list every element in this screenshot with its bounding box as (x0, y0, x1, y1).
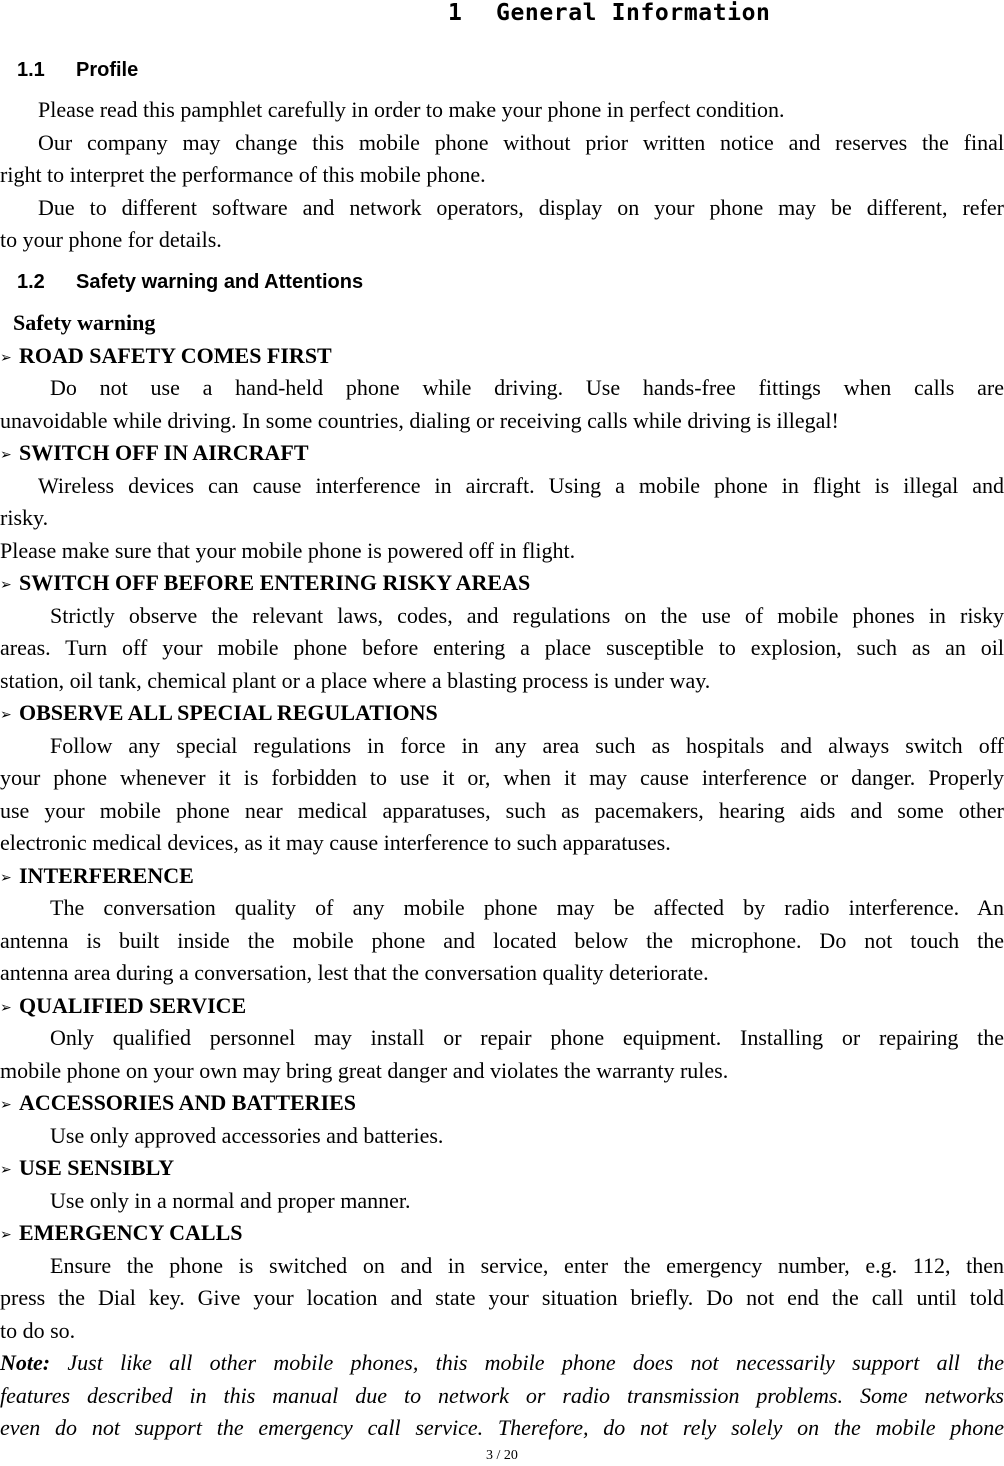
chapter-number: 1 (448, 0, 463, 26)
arrow-bullet-icon: ➢ (0, 578, 12, 593)
note-line: even do not support the emergency call service. Therefore, do not rely solely on the mobile phone (0, 1415, 1004, 1440)
bullet-heading (0, 990, 1004, 1023)
paragraph-line: unavoidable while driving. In some countries, dialing or receiving calls while driving is illegal! (0, 407, 839, 433)
bullet-heading-text: OBSERVE ALL SPECIAL REGULATIONS (19, 700, 438, 725)
paragraph-line: press the Dial key. Give your location and state your situation briefly. Do not end the call until told (0, 1285, 1004, 1310)
paragraph-line: Wireless devices can cause interference in aircraft. Using a mobile phone in flight is illegal and (38, 472, 1004, 498)
profile-block (0, 94, 1004, 257)
paragraph-line: right to interpret the performance of this mobile phone. (0, 162, 486, 187)
page-number: 3 / 20 (486, 1448, 518, 1463)
bullet-heading (0, 697, 1004, 730)
bullet-heading (0, 1217, 1004, 1250)
paragraph-line: antenna is built inside the mobile phone and located below the microphone. Do not touch the (0, 927, 1004, 953)
paragraph-line: Do not use a hand-held phone while driving. Use hands-free fittings when calls are (50, 375, 1004, 400)
paragraph-line: Only qualified personnel may install or repair phone equipment. Installing or repairing the (50, 1025, 1004, 1050)
bullet-heading (0, 340, 1004, 373)
arrow-bullet-icon: ➢ (0, 448, 12, 463)
note-label: Note: (0, 1350, 51, 1375)
safety-warning-heading: Safety warning (13, 310, 156, 335)
arrow-bullet-icon: ➢ (0, 1228, 12, 1243)
arrow-bullet-icon: ➢ (0, 1098, 12, 1113)
paragraph-line: electronic medical devices, as it may cause interference to such apparatuses. (0, 830, 671, 855)
section-heading-safety (17, 269, 364, 295)
paragraph-line: Please read this pamphlet carefully in order to make your phone in perfect condition. (38, 97, 785, 122)
paragraph-line: risky. (0, 505, 49, 530)
note-text: Just like all other mobile phones, this mobile phone does not necessarily support all the (67, 1350, 1004, 1375)
bullet-heading-text: SWITCH OFF IN AIRCRAFT (19, 440, 309, 465)
section-title: Profile (76, 59, 139, 81)
paragraph-line: use your mobile phone near medical apparatuses, such as pacemakers, hearing aids and some other (0, 797, 1004, 823)
paragraph-line: Please make sure that your mobile phone is powered off in flight. (0, 537, 576, 563)
paragraph-line: Use only approved accessories and batteries. (50, 1122, 444, 1148)
paragraph-line: Use only in a normal and proper manner. (50, 1187, 411, 1213)
note-line (0, 1347, 1004, 1380)
arrow-bullet-icon: ➢ (0, 870, 12, 886)
arrow-bullet-icon: ➢ (0, 350, 12, 366)
section-heading-profile (17, 57, 139, 83)
arrow-bullet-icon: ➢ (0, 1000, 12, 1016)
paragraph-line: station, oil tank, chemical plant or a place where a blasting process is under way. (0, 667, 711, 693)
paragraph-line: Due to different software and network operators, display on your phone may be different, refer (38, 194, 1004, 220)
paragraph-line: to your phone for details. (0, 227, 222, 252)
bullet-heading-text: QUALIFIED SERVICE (19, 992, 247, 1018)
arrow-bullet-icon: ➢ (0, 708, 12, 723)
paragraph-line: antenna area during a conversation, lest that the conversation quality deteriorate. (0, 960, 709, 985)
bullet-heading (0, 567, 1004, 600)
bullet-heading (0, 437, 1004, 470)
paragraph-line: The conversation quality of any mobile phone may be affected by radio interference. An (50, 895, 1004, 920)
bullet-heading-text: SWITCH OFF BEFORE ENTERING RISKY AREAS (19, 570, 531, 595)
bullet-heading-text: ROAD SAFETY COMES FIRST (19, 342, 332, 368)
chapter-title-text: General Information (496, 0, 771, 26)
bullet-heading (0, 860, 1004, 893)
paragraph-line: your phone whenever it is forbidden to use it or, when it may cause interference or danger. Properly (0, 765, 1004, 790)
paragraph-line: Ensure the phone is switched on and in service, enter the emergency number, e.g. 112, then (50, 1252, 1004, 1278)
note-line: features described in this manual due to network or radio transmission problems. Some networks (0, 1382, 1004, 1408)
paragraph-line: Follow any special regulations in force in any area such as hospitals and always switch off (50, 732, 1004, 758)
bullet-heading-text: USE SENSIBLY (19, 1155, 175, 1180)
bullet-heading-text: ACCESSORIES AND BATTERIES (19, 1090, 357, 1115)
paragraph-line: areas. Turn off your mobile phone before entering a place susceptible to explosion, such as an oil (0, 635, 1004, 660)
paragraph-line: to do so. (0, 1317, 76, 1343)
bullet-heading-text: INTERFERENCE (19, 862, 194, 888)
section-number: 1.2 (17, 271, 45, 293)
chapter-title (0, 0, 1004, 26)
bullet-heading-text: EMERGENCY CALLS (19, 1220, 243, 1245)
paragraph-line: Our company may change this mobile phone without prior written notice and reserves the final (38, 129, 1004, 155)
section-title: Safety warning and Attentions (76, 271, 364, 293)
bullet-heading (0, 1087, 1004, 1120)
section-number: 1.1 (17, 59, 45, 81)
safety-block (0, 307, 1004, 1445)
paragraph-line: Strictly observe the relevant laws, codes, and regulations on the use of mobile phones in risky (50, 602, 1004, 628)
bullet-heading (0, 1152, 1004, 1185)
paragraph-line: mobile phone on your own may bring great danger and violates the warranty rules. (0, 1057, 729, 1083)
arrow-bullet-icon: ➢ (0, 1163, 12, 1178)
